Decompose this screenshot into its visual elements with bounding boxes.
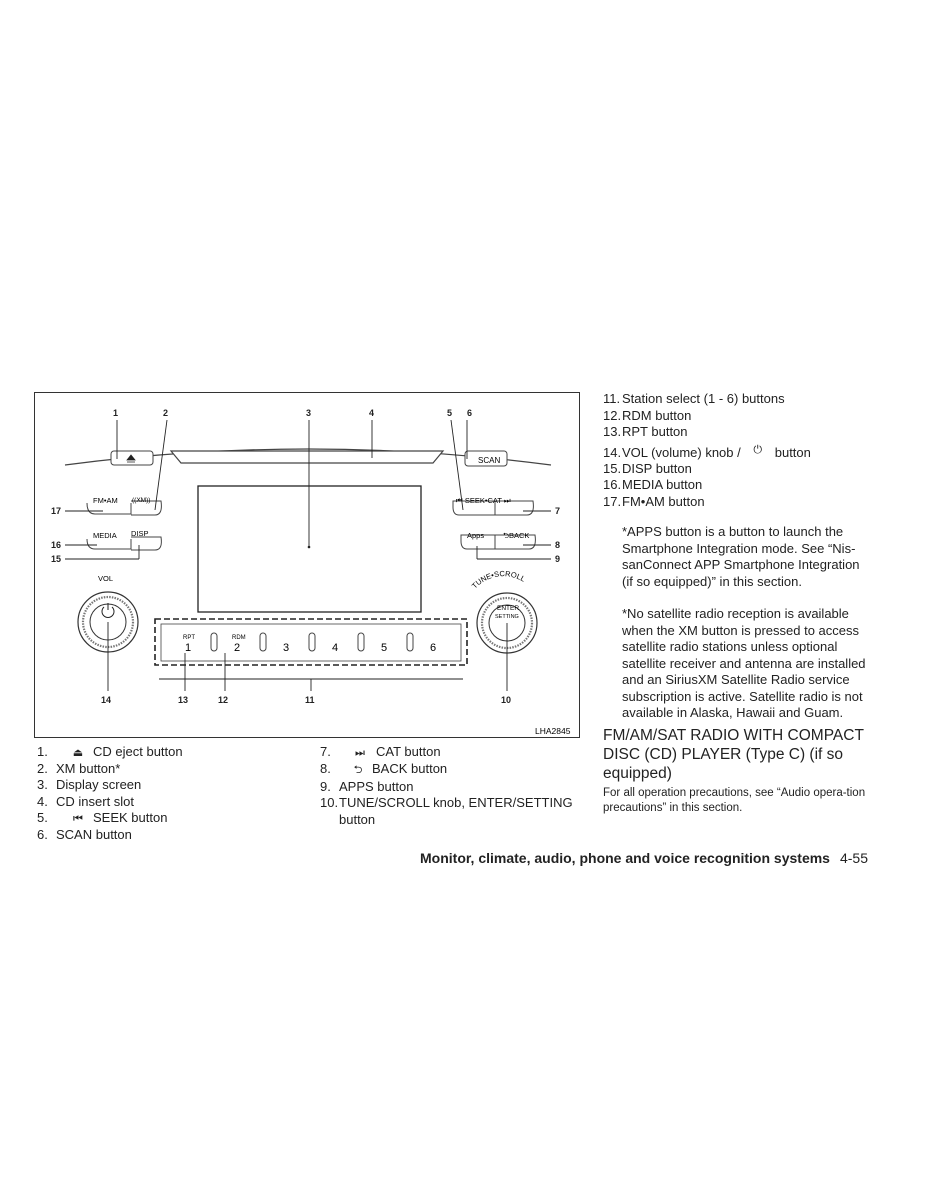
legend-item-14	[603, 441, 811, 461]
callout-10: 10	[501, 695, 512, 705]
callout-16: 16	[51, 540, 62, 550]
legend-number: 17.	[603, 493, 622, 509]
apps-label: Apps	[467, 531, 485, 540]
media-button-shape	[87, 539, 131, 549]
legend-number: 13.	[603, 424, 622, 439]
legend-text: TUNE/SCROLL knob, ENTER/SETTING	[339, 795, 573, 810]
callout-4: 4	[369, 408, 375, 418]
seek-forward-icon: ⏭	[355, 747, 365, 759]
legend-text: button	[339, 811, 376, 827]
preset-divider	[358, 633, 364, 651]
legend-item-12	[603, 408, 811, 425]
preset-buttons	[185, 633, 436, 654]
right-legend-list	[603, 391, 811, 510]
legend-text: CD insert slot	[56, 793, 135, 809]
legend-text: MEDIA button	[622, 477, 703, 492]
callout-5: 5	[447, 408, 453, 418]
fm-am-label: FM•AM	[93, 496, 118, 505]
apps-note: *APPS button is a button to launch the Smartphone Integration mode. See “Nis-sanConnect APP Smartphone Integration (if so equipped)” in this section.	[622, 524, 860, 589]
section-text: For all operation precautions, see “Audio opera-tion precautions” in this section.	[603, 787, 866, 814]
callout-13: 13	[178, 695, 189, 705]
rpt-label: RPT	[183, 635, 195, 641]
callout-9: 9	[555, 554, 561, 564]
legend-item-16	[603, 477, 811, 494]
callout-14: 14	[101, 695, 112, 705]
footer-title: Monitor, climate, audio, phone and voice recognition systems	[420, 850, 830, 866]
legend-text: CD eject button	[93, 744, 183, 759]
legend-text: RPT button	[622, 424, 688, 439]
legend-number: 6.	[37, 826, 48, 842]
disp-label: DISP	[131, 529, 149, 538]
legend-number: 8.	[320, 760, 331, 776]
callout-7: 7	[555, 506, 561, 516]
legend-text: Station select (1 - 6) buttons	[622, 391, 785, 406]
tune-scroll-label: TUNE•SCROLL	[469, 569, 527, 591]
section-heading: FM/AM/SAT RADIO WITH COMPACT DISC (CD) PLAYER (Type C) (if so equipped)	[603, 727, 864, 782]
legend-number: 5.	[37, 810, 48, 825]
legend-item-1	[37, 744, 183, 761]
legend-item-10	[320, 795, 573, 812]
back-arrow-icon: ⮌	[353, 763, 363, 776]
legend-number: 16.	[603, 477, 622, 492]
page-number: 4-55	[839, 850, 868, 866]
xm-note: *No satellite radio reception is available when the XM button is pressed to access satellite radio stations unless optional satellite receiver and antenna are installed and an SiriusXM Satellite Radio service subscription is active. Satellite radio is not available in Alaska, Hawaii and Guam.	[622, 606, 866, 720]
cd-slot	[171, 451, 443, 463]
callout-6: 6	[467, 408, 473, 418]
legend-text: Display screen	[56, 777, 142, 792]
figure-code: LHA2845	[535, 726, 571, 736]
legend-number: 1.	[37, 744, 48, 759]
preset-5-label: 5	[381, 642, 388, 654]
legend-number: 3.	[37, 777, 48, 792]
xm-label: ((XM))	[132, 497, 151, 504]
legend-number: 2.	[37, 760, 48, 776]
legend-item-8	[320, 761, 573, 779]
legend-item-11	[603, 391, 811, 408]
legend-number: 9.	[320, 778, 331, 794]
legend-text: APPS button	[339, 778, 414, 794]
legend-item-9	[320, 779, 573, 796]
legend-number: 10.	[320, 795, 339, 810]
legend-text: FM•AM button	[622, 493, 705, 509]
legend-number: 7.	[320, 744, 331, 759]
eject-icon: ⏏	[72, 747, 84, 759]
callout-3: 3	[306, 408, 312, 418]
legend-item-13	[603, 424, 811, 441]
legend-number: 11.	[603, 391, 621, 406]
preset-divider	[211, 633, 217, 651]
power-icon: ⏻	[753, 443, 763, 456]
page-footer	[420, 850, 868, 866]
legend-text: VOL (volume) knob /	[622, 444, 741, 460]
legend-number: 4.	[37, 793, 48, 809]
display-screen	[198, 486, 421, 612]
legend-text: SEEK button	[93, 810, 168, 825]
legend-text: XM button*	[56, 760, 121, 776]
legend-text: BACK button	[372, 760, 448, 776]
legend-text: button	[774, 444, 811, 460]
radio-diagram-drawing	[35, 393, 581, 739]
legend-number: 15.	[603, 460, 622, 476]
rdm-label: RDM	[232, 635, 246, 641]
preset-4-label: 4	[332, 642, 339, 654]
legend-item-6	[37, 827, 183, 844]
seek-cat-label: ⏮ SEEK•CAT ⏭	[456, 496, 511, 505]
middle-legend-list	[320, 744, 573, 828]
callout-8: 8	[555, 540, 561, 550]
back-label: ⮌BACK	[503, 531, 530, 540]
legend-text: SCAN button	[56, 826, 132, 842]
legend-item-17	[603, 494, 811, 511]
legend-item-15	[603, 461, 811, 478]
legend-text: CAT button	[376, 744, 441, 759]
legend-item-5	[37, 810, 183, 827]
legend-item-2	[37, 761, 183, 778]
callout-12: 12	[218, 695, 229, 705]
callout-15: 15	[51, 554, 62, 564]
media-label: MEDIA	[93, 531, 117, 540]
enter-label: ENTER	[497, 605, 520, 612]
legend-item-4	[37, 794, 183, 811]
preset-1-label: 1	[185, 642, 192, 654]
legend-text: DISP button	[622, 460, 692, 476]
preset-divider	[260, 633, 266, 651]
legend-number: 14.	[603, 444, 622, 460]
preset-3-label: 3	[283, 642, 290, 654]
preset-divider	[407, 633, 413, 651]
legend-item-7	[320, 744, 573, 761]
callout-2: 2	[163, 408, 169, 418]
radio-diagram	[34, 392, 580, 738]
callout-1: 1	[113, 408, 119, 418]
legend-item-3	[37, 777, 183, 794]
preset-divider	[309, 633, 315, 651]
disp-button-shape	[131, 537, 161, 550]
left-legend-list	[37, 744, 183, 843]
preset-2-label: 2	[234, 642, 241, 654]
setting-label: SETTING	[495, 614, 519, 620]
seek-back-icon: ⏮	[73, 813, 83, 825]
vol-label: VOL	[98, 574, 114, 583]
scan-label: SCAN	[478, 456, 501, 465]
legend-number: 12.	[603, 407, 622, 423]
callout-17: 17	[51, 506, 62, 516]
preset-6-label: 6	[430, 642, 437, 654]
legend-text: RDM button	[622, 407, 692, 423]
legend-item-10-cont	[320, 812, 573, 829]
callout-11: 11	[305, 695, 315, 705]
